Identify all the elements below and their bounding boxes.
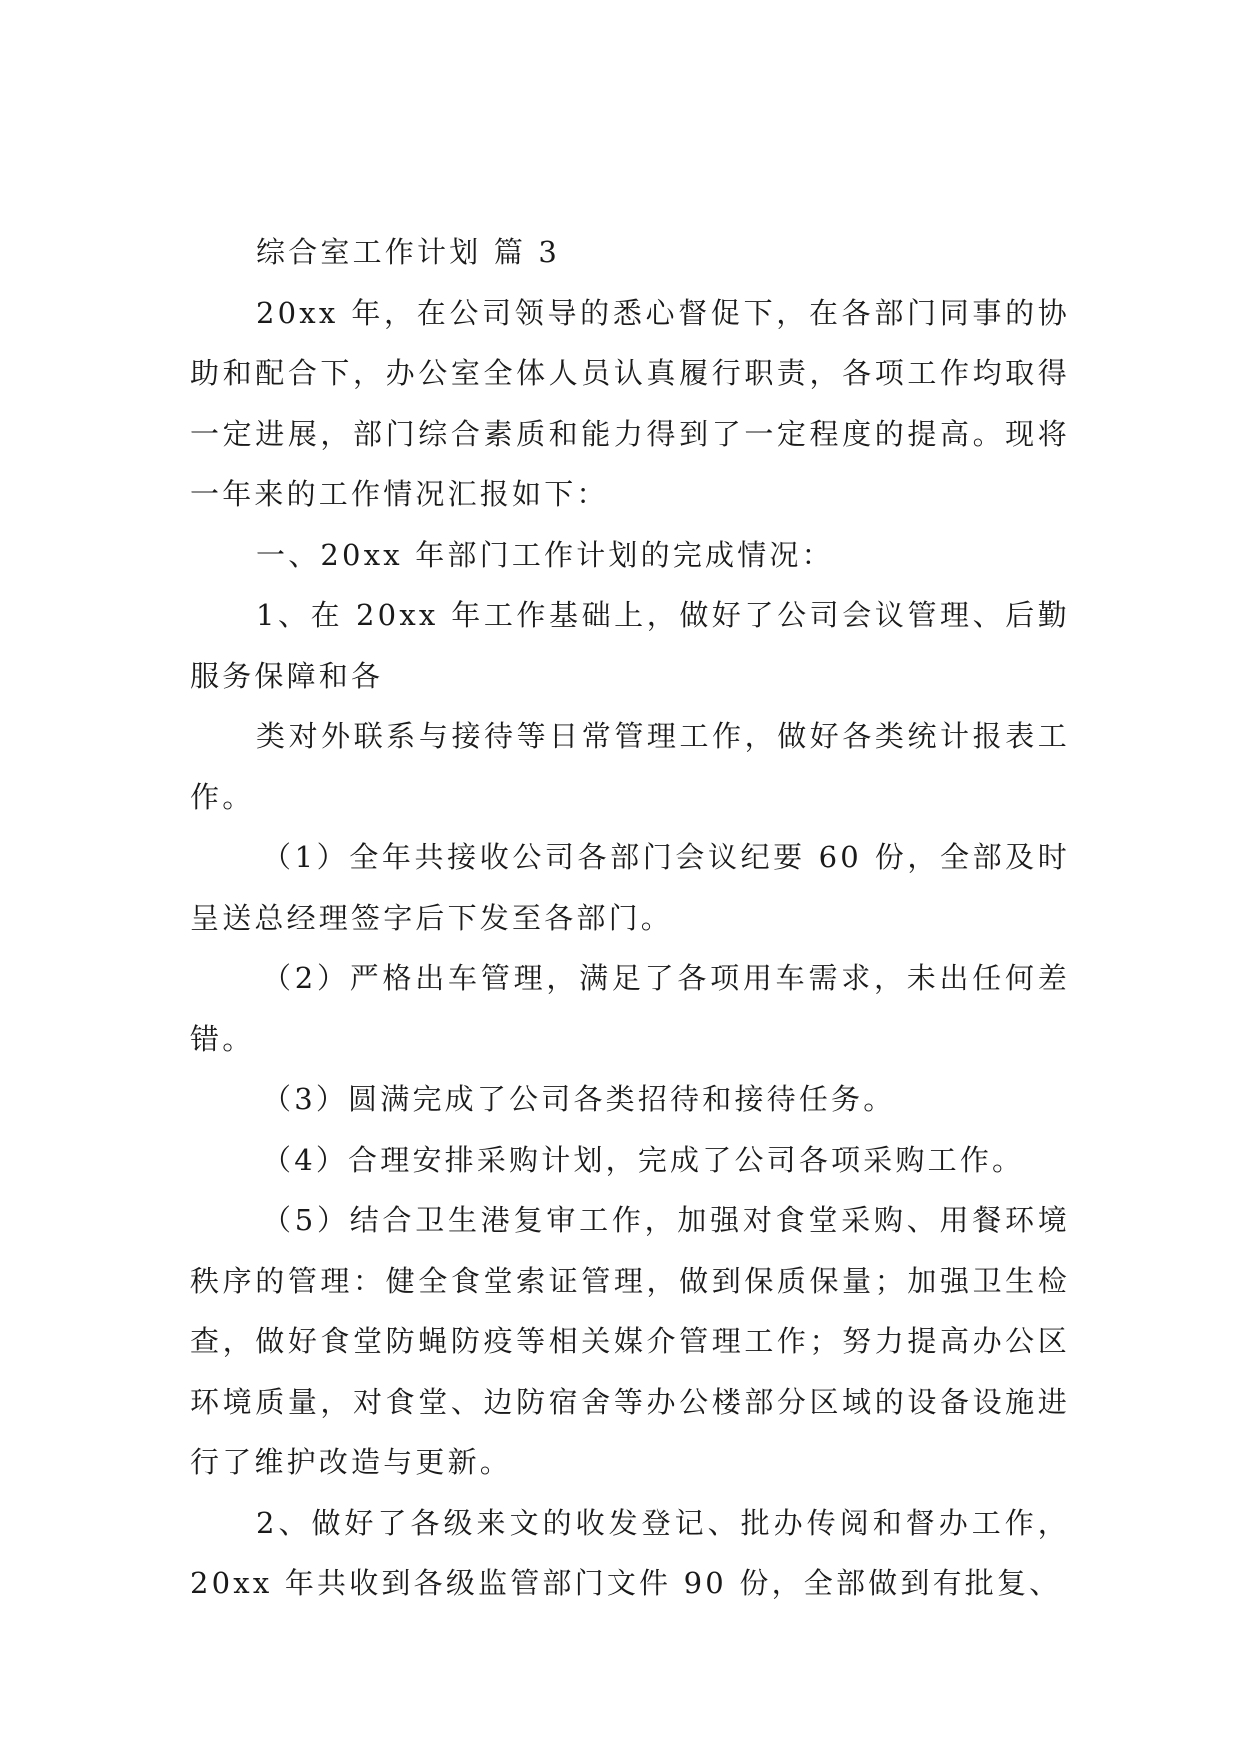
paragraph-subitem-2: （2）严格出车管理，满足了各项用车需求，未出任何差错。 — [190, 961, 1070, 1056]
paragraph-subitem-3: （3）圆满完成了公司各类招待和接待任务。 — [262, 1082, 896, 1116]
document-title: 综合室工作计划 篇 3 — [256, 235, 561, 269]
paragraph-section-heading: 一、20xx 年部门工作计划的完成情况： — [256, 537, 834, 572]
paragraph-item-2: 2、做好了各级来文的收发登记、批办传阅和督办工作，20xx 年共收到各级监管部门文件 90 份，全部做到有批复、 — [190, 1505, 1070, 1600]
paragraph-subitem-1: （1）全年共接收公司各部门会议纪要 60 份，全部及时呈送总经理签字后下发至各部门。 — [190, 840, 1070, 935]
document-body — [190, 222, 1070, 1614]
paragraph-item-1-continued: 类对外联系与接待等日常管理工作，做好各类统计报表工作。 — [190, 719, 1070, 814]
paragraph-subitem-4: （4）合理安排采购计划，完成了公司各项采购工作。 — [262, 1142, 1025, 1177]
paragraph-intro: 20xx 年，在公司领导的悉心督促下，在各部门同事的协助和配合下，办公室全体人员认真履行职责，各项工作均取得一定进展，部门综合素质和能力得到了一定程度的提高。现将一年来的工作情况汇报如下： — [190, 295, 1070, 511]
paragraph-item-1: 1、在 20xx 年工作基础上，做好了公司会议管理、后勤服务保障和各 — [190, 598, 1070, 693]
paragraph-subitem-5: （5）结合卫生港复审工作，加强对食堂采购、用餐环境秩序的管理：健全食堂索证管理，做到保质保量；加强卫生检查，做好食堂防蝇防疫等相关媒介管理工作；努力提高办公区环境质量，对食堂、边防宿舍等办公楼部分区域的设备设施进行了维护改造与更新。 — [190, 1203, 1070, 1479]
